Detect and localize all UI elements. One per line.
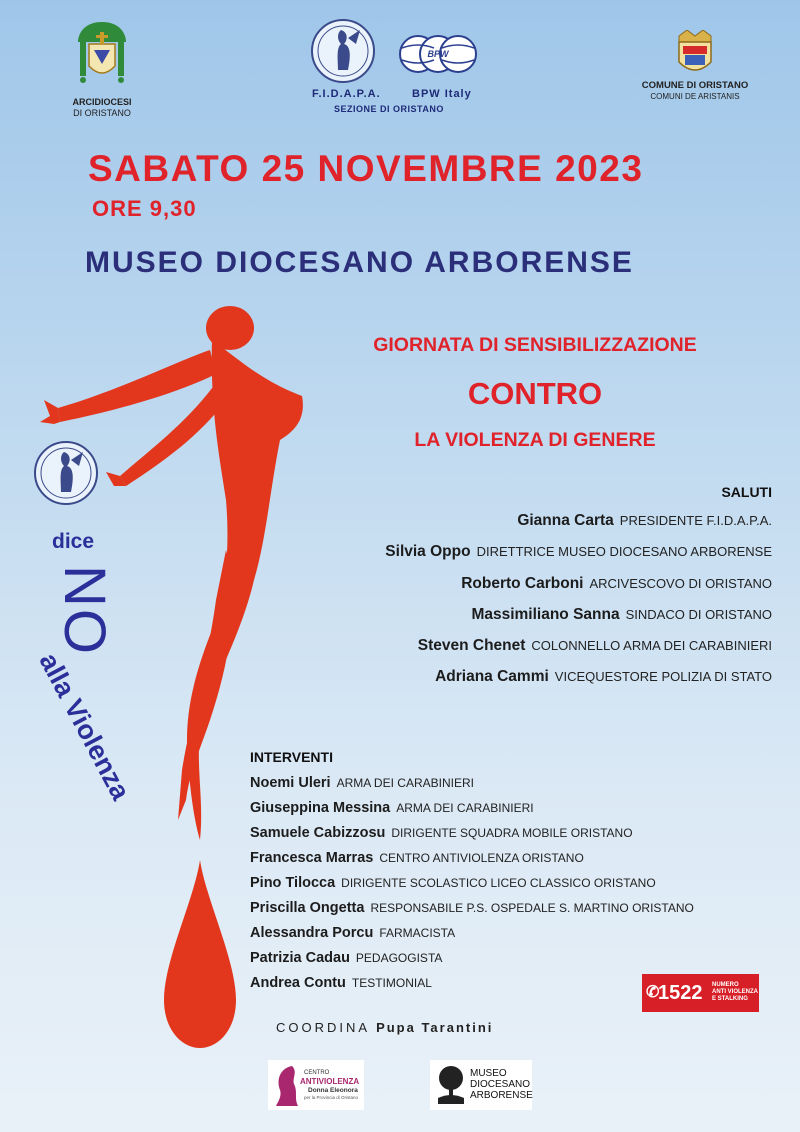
interventi-row	[250, 875, 656, 891]
centro-woman-profile-icon	[272, 1064, 302, 1106]
slogan-dice: dice	[52, 530, 95, 553]
saluti-name: Gianna Carta	[517, 512, 614, 529]
hotline-line3: E STALKING	[712, 996, 748, 1002]
bpw-logo-text: BPW	[427, 49, 449, 59]
event-venue: MUSEO DIOCESANO ARBORENSE	[85, 246, 634, 279]
figure-silhouette	[40, 300, 320, 1060]
saluti-name: Massimiliano Sanna	[471, 606, 620, 623]
centro-line3: Donna Eleonora	[308, 1087, 358, 1094]
fidapa-seal-icon	[33, 440, 99, 506]
interventi-role: DIRIGENTE SQUADRA MOBILE ORISTANO	[391, 826, 633, 840]
saluti-row	[471, 606, 772, 624]
museo-tree-icon	[434, 1064, 468, 1106]
interventi-title: INTERVENTI	[250, 749, 333, 765]
museo-logo	[430, 1060, 532, 1110]
comune-coat-of-arms-icon	[673, 30, 717, 78]
interventi-row	[250, 850, 584, 866]
hotline-number: 1522	[658, 982, 703, 1004]
interventi-row	[250, 975, 432, 991]
saluti-name: Adriana Cammi	[435, 668, 549, 685]
comune-line2: COMUNI DE ARISTANIS	[650, 92, 740, 101]
hotline-line2: ANTI VIOLENZA	[712, 989, 758, 995]
hotline-line1: NUMERO	[712, 982, 739, 988]
saluti-row	[385, 543, 772, 561]
interventi-name: Samuele Cabizzosu	[250, 825, 386, 841]
saluti-row	[461, 575, 772, 593]
comune-line1: COMUNE DI ORISTANO	[641, 80, 749, 91]
fidapa-medallion-icon	[308, 18, 378, 84]
interventi-role: DIRIGENTE SCOLASTICO LICEO CLASSICO ORISTANO	[341, 876, 656, 890]
saluti-role: COLONNELLO ARMA DEI CARABINIERI	[531, 638, 772, 653]
interventi-row	[250, 950, 442, 966]
saluti-role: VICEQUESTORE POLIZIA DI STATO	[554, 669, 772, 684]
event-date: SABATO 25 NOVEMBRE 2023	[88, 148, 644, 189]
interventi-name: Francesca Marras	[250, 850, 374, 866]
archdiocese-line2: DI ORISTANO	[73, 108, 131, 118]
archdiocese-logo	[72, 20, 132, 119]
subtitle-violenza: LA VIOLENZA DI GENERE	[414, 429, 656, 451]
interventi-role: FARMACISTA	[379, 926, 456, 940]
event-time: ORE 9,30	[92, 196, 197, 221]
hotline-badge	[642, 974, 759, 1012]
saluti-role: DIRETTRICE MUSEO DIOCESANO ARBORENSE	[476, 544, 772, 559]
saluti-title: SALUTI	[721, 484, 772, 500]
museo-line2: DIOCESANO	[470, 1079, 531, 1090]
interventi-role: CENTRO ANTIVIOLENZA ORISTANO	[379, 851, 584, 865]
saluti-row	[418, 637, 772, 655]
slogan-no: NO	[52, 565, 117, 656]
saluti-name: Silvia Oppo	[385, 543, 471, 560]
saluti-name: Steven Chenet	[417, 637, 526, 654]
museo-line3: ARBORENSE	[470, 1090, 533, 1101]
interventi-role: ARMA DEI CARABINIERI	[336, 776, 474, 790]
interventi-name: Alessandra Porcu	[250, 925, 374, 941]
centro-line4: per la Provincia di Oristano	[304, 1095, 359, 1100]
comune-logo	[630, 30, 760, 102]
saluti-name: Roberto Carboni	[461, 575, 584, 592]
interventi-role: TESTIMONIAL	[351, 976, 432, 990]
bpw-name: BPW Italy	[412, 88, 472, 100]
centro-antiviolenza-logo	[268, 1060, 364, 1110]
interventi-name: Noemi Uleri	[250, 775, 331, 791]
interventi-row	[250, 925, 455, 941]
fidapa-name: F.I.D.A.P.A.	[312, 88, 381, 100]
interventi-row	[250, 825, 633, 841]
saluti-row	[435, 668, 772, 686]
centro-line2: ANTIVIOLENZA	[300, 1077, 360, 1086]
fidapa-section: SEZIONE DI ORISTANO	[334, 104, 444, 114]
coordination	[276, 1020, 493, 1035]
interventi-role: PEDAGOGISTA	[355, 951, 443, 965]
coordination-label: COORDINA	[276, 1020, 371, 1035]
interventi-role: ARMA DEI CARABINIERI	[396, 801, 534, 815]
saluti-role: ARCIVESCOVO DI ORISTANO	[589, 576, 772, 591]
subtitle-giornata: GIORNATA DI SENSIBILIZZAZIONE	[373, 334, 697, 356]
archdiocese-line1: ARCIDIOCESI	[72, 97, 132, 107]
saluti-role: PRESIDENTE F.I.D.A.P.A.	[619, 513, 772, 528]
interventi-name: Giuseppina Messina	[250, 800, 391, 816]
interventi-row	[250, 775, 474, 791]
phone-icon: ✆	[646, 984, 660, 1001]
saluti-row	[517, 512, 772, 530]
interventi-name: Pino Tilocca	[250, 875, 336, 891]
interventi-name: Andrea Contu	[250, 975, 346, 991]
interventi-row	[250, 900, 694, 916]
saluti-role: SINDACO DI ORISTANO	[625, 607, 772, 622]
subtitle-contro: CONTRO	[467, 376, 603, 411]
interventi-role: RESPONSABILE P.S. OSPEDALE S. MARTINO ORISTANO	[370, 901, 694, 915]
museo-line1: MUSEO	[470, 1068, 507, 1079]
archdiocese-crest-icon	[72, 20, 132, 88]
interventi-row	[250, 800, 534, 816]
interventi-name: Priscilla Ongetta	[250, 900, 365, 916]
bpw-globe-icon	[396, 34, 480, 74]
centro-line1: CENTRO	[304, 1070, 330, 1076]
interventi-name: Patrizia Cadau	[250, 950, 350, 966]
coordination-name: Pupa Tarantini	[376, 1020, 494, 1035]
slogan-alla-violenza: alla Violenza	[33, 648, 136, 805]
